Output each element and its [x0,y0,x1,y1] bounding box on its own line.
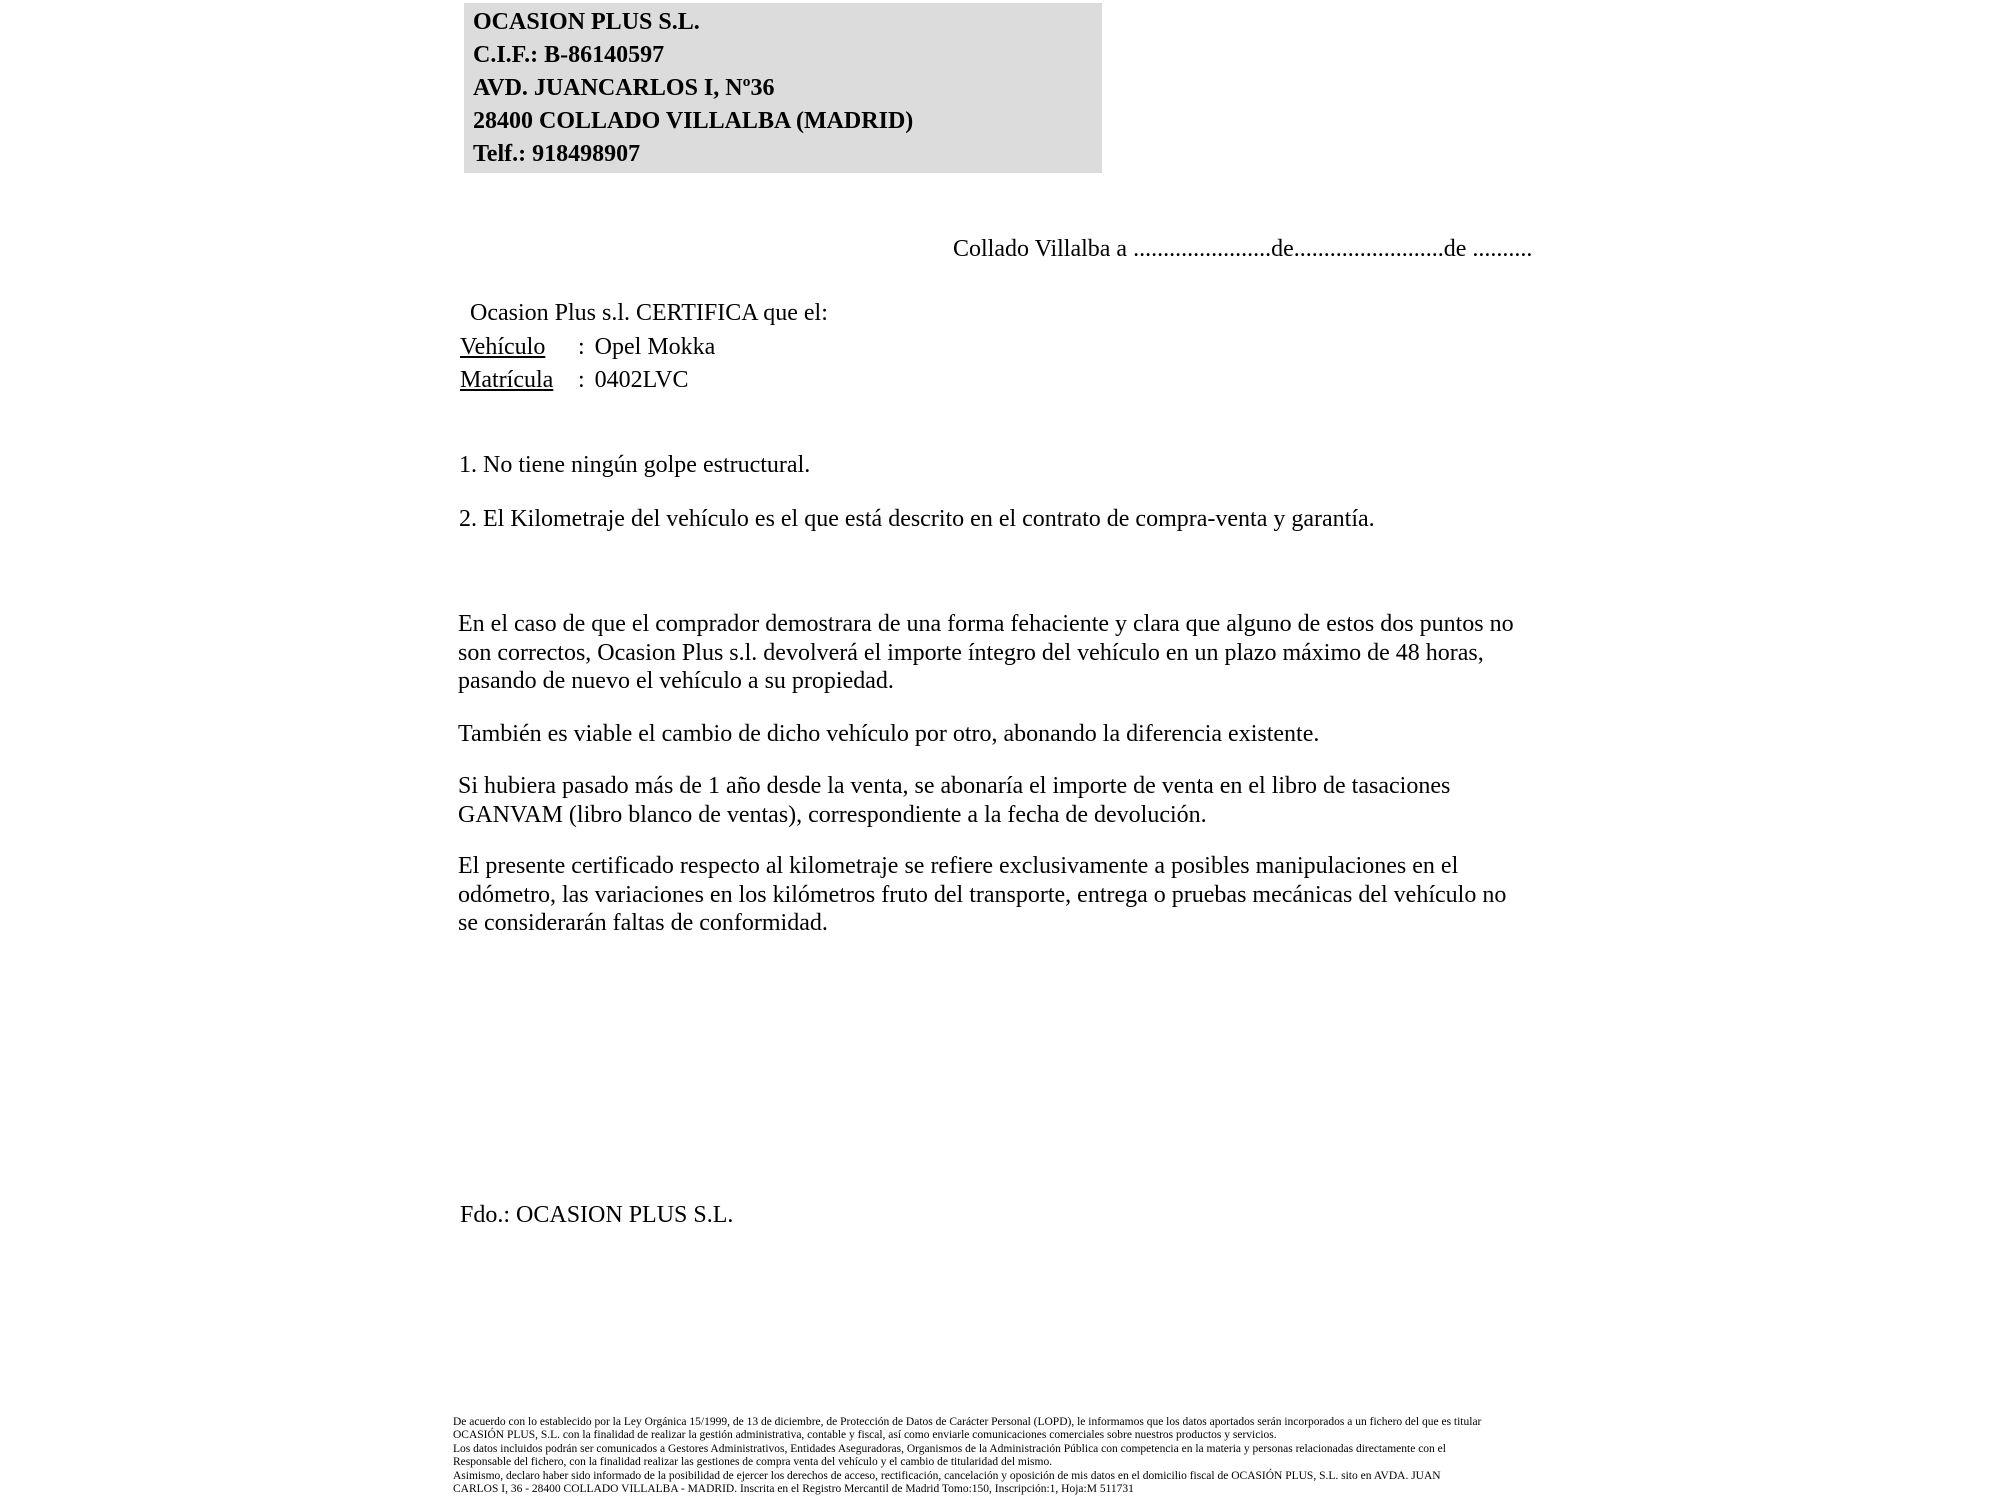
body-paragraph-refund [458,610,1514,696]
condition-point-1: 1. No tiene ningún golpe estructural. [459,452,811,478]
vehicle-label-cell [460,331,578,364]
certificate-fields [460,331,715,397]
footer-line: Responsable del fichero, con la finalidad realizar las gestiones de compra venta del vehículo y el cambio de titularidad del mismo. [453,1456,1053,1469]
certificate-intro: Ocasion Plus s.l. CERTIFICA que el: [470,300,828,326]
date-line: Collado Villalba a .......................de.........................de .......... [953,236,1533,262]
company-name: OCASION PLUS S.L. [473,9,700,35]
vehicle-row [460,331,715,364]
vehicle-value: Opel Mokka [594,334,716,360]
plate-label: Matrícula [460,367,554,393]
plate-value: 0402LVC [594,367,689,393]
paragraph-line: son correctos, Ocasion Plus s.l. devolverá el importe íntegro del vehículo en un plazo máximo de 48 horas, [458,639,1484,666]
paragraph-line: se considerarán faltas de conformidad. [458,910,828,936]
footer-line: CARLOS I, 36 - 28400 COLLADO VILLALBA - MADRID. Inscrita en el Registro Mercantil de Madrid Tomo:150, Inscripción:1, Hoja:M 511731 [453,1483,1134,1496]
paragraph-line: En el caso de que el comprador demostrara de una forma fehaciente y clara que alguno de estos dos puntos no [458,611,1514,637]
footer-line: Asimismo, declaro haber sido informado de la posibilidad de ejercer los derechos de acceso, rectificación, cancelación y oposición de mis datos en el domicilio fiscal de OCASIÓN PLUS, S.L. sito en AVDA. JUAN [453,1469,1441,1482]
company-header-block [464,3,1102,173]
footer-line: De acuerdo con lo establecido por la Ley Orgánica 15/1999, de 13 de diciembre, de Protección de Datos de Carácter Personal (LOPD), le informamos que los datos aportados serán incorporados a un fichero del que es titular [453,1416,1482,1428]
plate-separator: : [578,367,585,393]
body-paragraph-odometer [458,852,1506,938]
footer-line: OCASIÓN PLUS, S.L. con la finalidad de realizar la gestión administrativa, contable y fiscal, así como enviarle comunicaciones comerciales sobre nuestros productos y servicios. [453,1429,1277,1442]
paragraph-line: odómetro, las variaciones en los kilómetros fruto del transporte, entrega o pruebas mecánicas del vehículo no [458,881,1507,908]
company-city: 28400 COLLADO VILLALBA (MADRID) [473,108,914,134]
paragraph-line: GANVAM (libro blanco de ventas), correspondiente a la fecha de devolución. [458,801,1207,828]
vehicle-separator: : [578,334,585,360]
body-paragraph-ganvam [458,772,1450,829]
body-paragraph-exchange [458,720,1319,749]
plate-row [460,364,715,397]
paragraph-line: También es viable el cambio de dicho vehículo por otro, abonando la diferencia existente. [458,721,1320,747]
company-address: AVD. JUANCARLOS I, Nº36 [473,75,775,101]
condition-point-2: 2. El Kilometraje del vehículo es el que está descrito en el contrato de compra-venta y garantía. [459,506,1375,532]
paragraph-line: pasando de nuevo el vehículo a su propiedad. [458,668,894,694]
paragraph-line: Si hubiera pasado más de 1 año desde la venta, se abonaría el importe de venta en el libro de tasaciones [458,773,1451,799]
plate-label-cell [460,364,578,397]
company-cif: C.I.F.: B-86140597 [473,42,665,68]
vehicle-label: Vehículo [460,334,546,360]
legal-footer [453,1416,1481,1496]
paragraph-line: El presente certificado respecto al kilometraje se refiere exclusivamente a posibles manipulaciones en el [458,853,1459,879]
footer-line: Los datos incluidos podrán ser comunicados a Gestores Administrativos, Entidades Aseguradoras, Organismos de la Administración Pública con competencia en la materia y personas relacionadas directamente con el [453,1442,1446,1455]
company-phone: Telf.: 918498907 [473,141,641,167]
signature-line: Fdo.: OCASION PLUS S.L. [460,1202,734,1228]
